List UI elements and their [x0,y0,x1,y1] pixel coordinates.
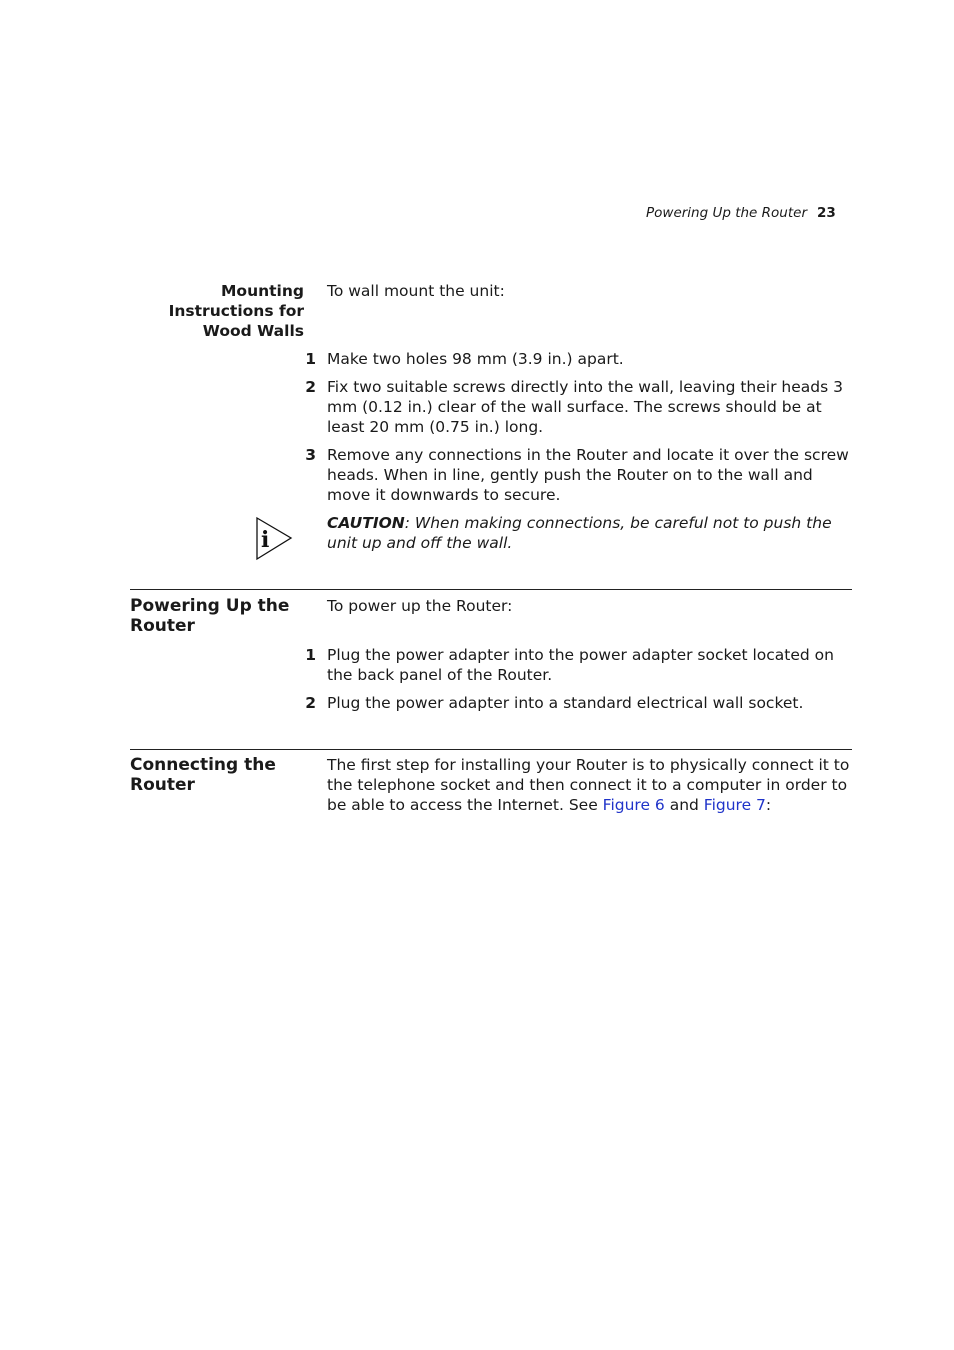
powering-step-2-number: 2 [305,694,316,712]
mounting-step-2-number: 2 [305,378,316,396]
connecting-paragraph [327,755,854,815]
section-divider-powering [130,589,852,590]
info-icon [254,516,294,566]
mounting-heading [130,281,304,341]
mounting-heading-line1: Mounting [221,282,304,300]
figure-7-link[interactable]: Figure 7 [703,796,766,814]
powering-step-1-text: Plug the power adapter into the power adapter socket located on the back panel of the Router. [327,646,834,684]
powering-heading [130,596,310,636]
figure-6-link[interactable]: Figure 6 [602,796,665,814]
mounting-step-3-number: 3 [305,446,316,464]
powering-intro: To power up the Router: [327,597,513,615]
caution-note [327,513,855,553]
connecting-text-after: : [765,796,772,814]
powering-step-2-text: Plug the power adapter into a standard electrical wall socket. [327,694,804,712]
svg-text:i: i [261,527,270,553]
page-number: 23 [817,205,836,221]
powering-heading-line2: Router [130,616,195,636]
mounting-heading-line2: Instructions for [168,302,304,320]
connecting-heading [130,755,310,795]
caution-label: CAUTION [327,514,405,532]
caution-text: : When making connections, be careful not to push the unit up and off the wall. [327,514,832,552]
powering-step-1-number: 1 [305,646,316,664]
connecting-text-mid: and [664,796,704,814]
section-divider-connecting [130,749,852,750]
mounting-step-1-number: 1 [305,350,316,368]
mounting-heading-line3: Wood Walls [202,322,304,340]
mounting-step-1-text: Make two holes 98 mm (3.9 in.) apart. [327,350,624,368]
mounting-intro: To wall mount the unit: [327,282,505,300]
mounting-step-3-text: Remove any connections in the Router and locate it over the screw heads. When in line, gently push the Router on to the wall and move it downwards to secure. [327,446,849,504]
mounting-step-2-text: Fix two suitable screws directly into the wall, leaving their heads 3 mm (0.12 in.) clear of the wall surface. The screws should be at least 20 mm (0.75 in.) long. [327,378,843,436]
powering-heading-line1: Powering Up the [130,596,290,616]
running-header-title: Powering Up the Router [646,205,807,221]
connecting-heading-line2: Router [130,775,195,795]
connecting-heading-line1: Connecting the [130,755,276,775]
connecting-text-before: The first step for installing your Router is to physically connect it to the telephone socket and then connect it to a computer in order to be able to access the Internet. See [327,756,850,814]
